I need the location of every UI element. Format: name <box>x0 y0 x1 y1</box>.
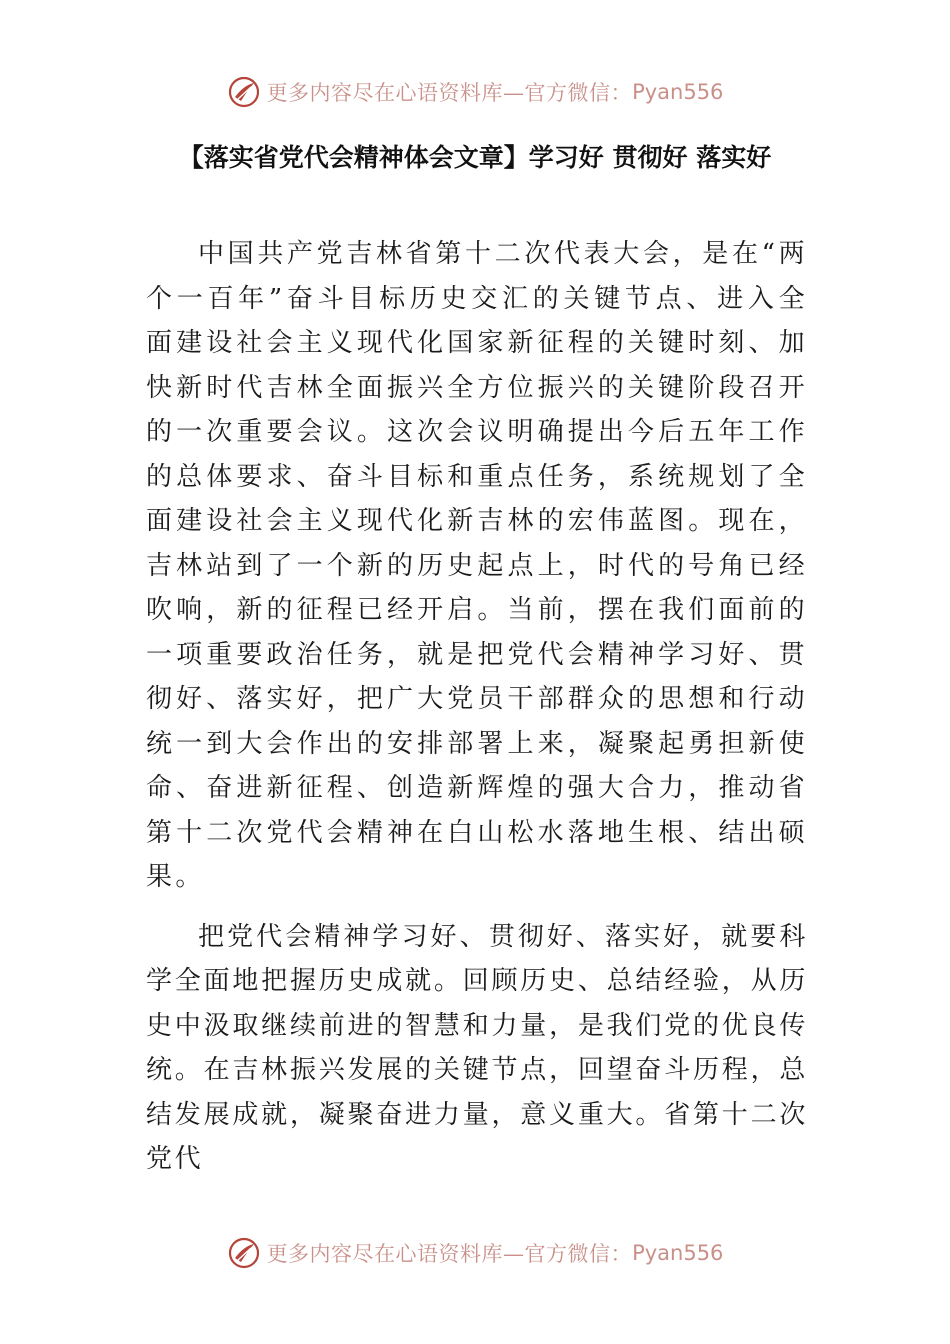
footer-banner-text: 更多内容尽在心语资料库—官方微信： <box>266 1242 633 1266</box>
header-wechat-id: Pyan556 <box>632 80 724 104</box>
header-banner <box>0 72 950 112</box>
paragraph: 把党代会精神学习好、贯彻好、落实好，就要科学全面地把握历史成就。回顾历史、总结经验，从历史中汲取继续前进的智慧和力量，是我们党的优良传统。在吉林振兴发展的关键节点，回望奋斗历程，总结发展成就，凝聚奋进力量，意义重大。省第十二次党代 <box>146 921 808 1174</box>
footer-wechat-id: Pyan556 <box>632 1241 724 1265</box>
document-title: 【落实省党代会精神体会文章】学习好 贯彻好 落实好 <box>178 143 772 172</box>
paragraph: 中国共产党吉林省第十二次代表大会，是在“两个一百年”奋斗目标历史交汇的关键节点、进入全面建设社会主义现代化国家新征程的关键时刻、加快新时代吉林全面振兴全方位振兴的关键阶段召开的一次重要会议。这次会议明确提出今后五年工作的总体要求、奋斗目标和重点任务，系统规划了全面建设社会主义现代化新吉林的宏伟蓝图。现在，吉林站到了一个新的历史起点上，时代的号角已经吹响，新的征程已经开启。当前，摆在我们面前的一项重要政治任务，就是把党代会精神学习好、贯彻好、落实好，把广大党员干部群众的思想和行动统一到大会作出的安排部署上来，凝聚起勇担新使命、奋进新征程、创造新辉煌的强大合力，推动省第十二次党代会精神在白山松水落地生根、结出硕果。 <box>146 239 808 892</box>
header-banner-text: 更多内容尽在心语资料库—官方微信： <box>266 81 633 105</box>
footer-banner <box>0 1233 950 1273</box>
document-body <box>146 232 808 1197</box>
book-logo-icon <box>227 75 261 109</box>
book-logo-icon <box>227 1236 261 1270</box>
